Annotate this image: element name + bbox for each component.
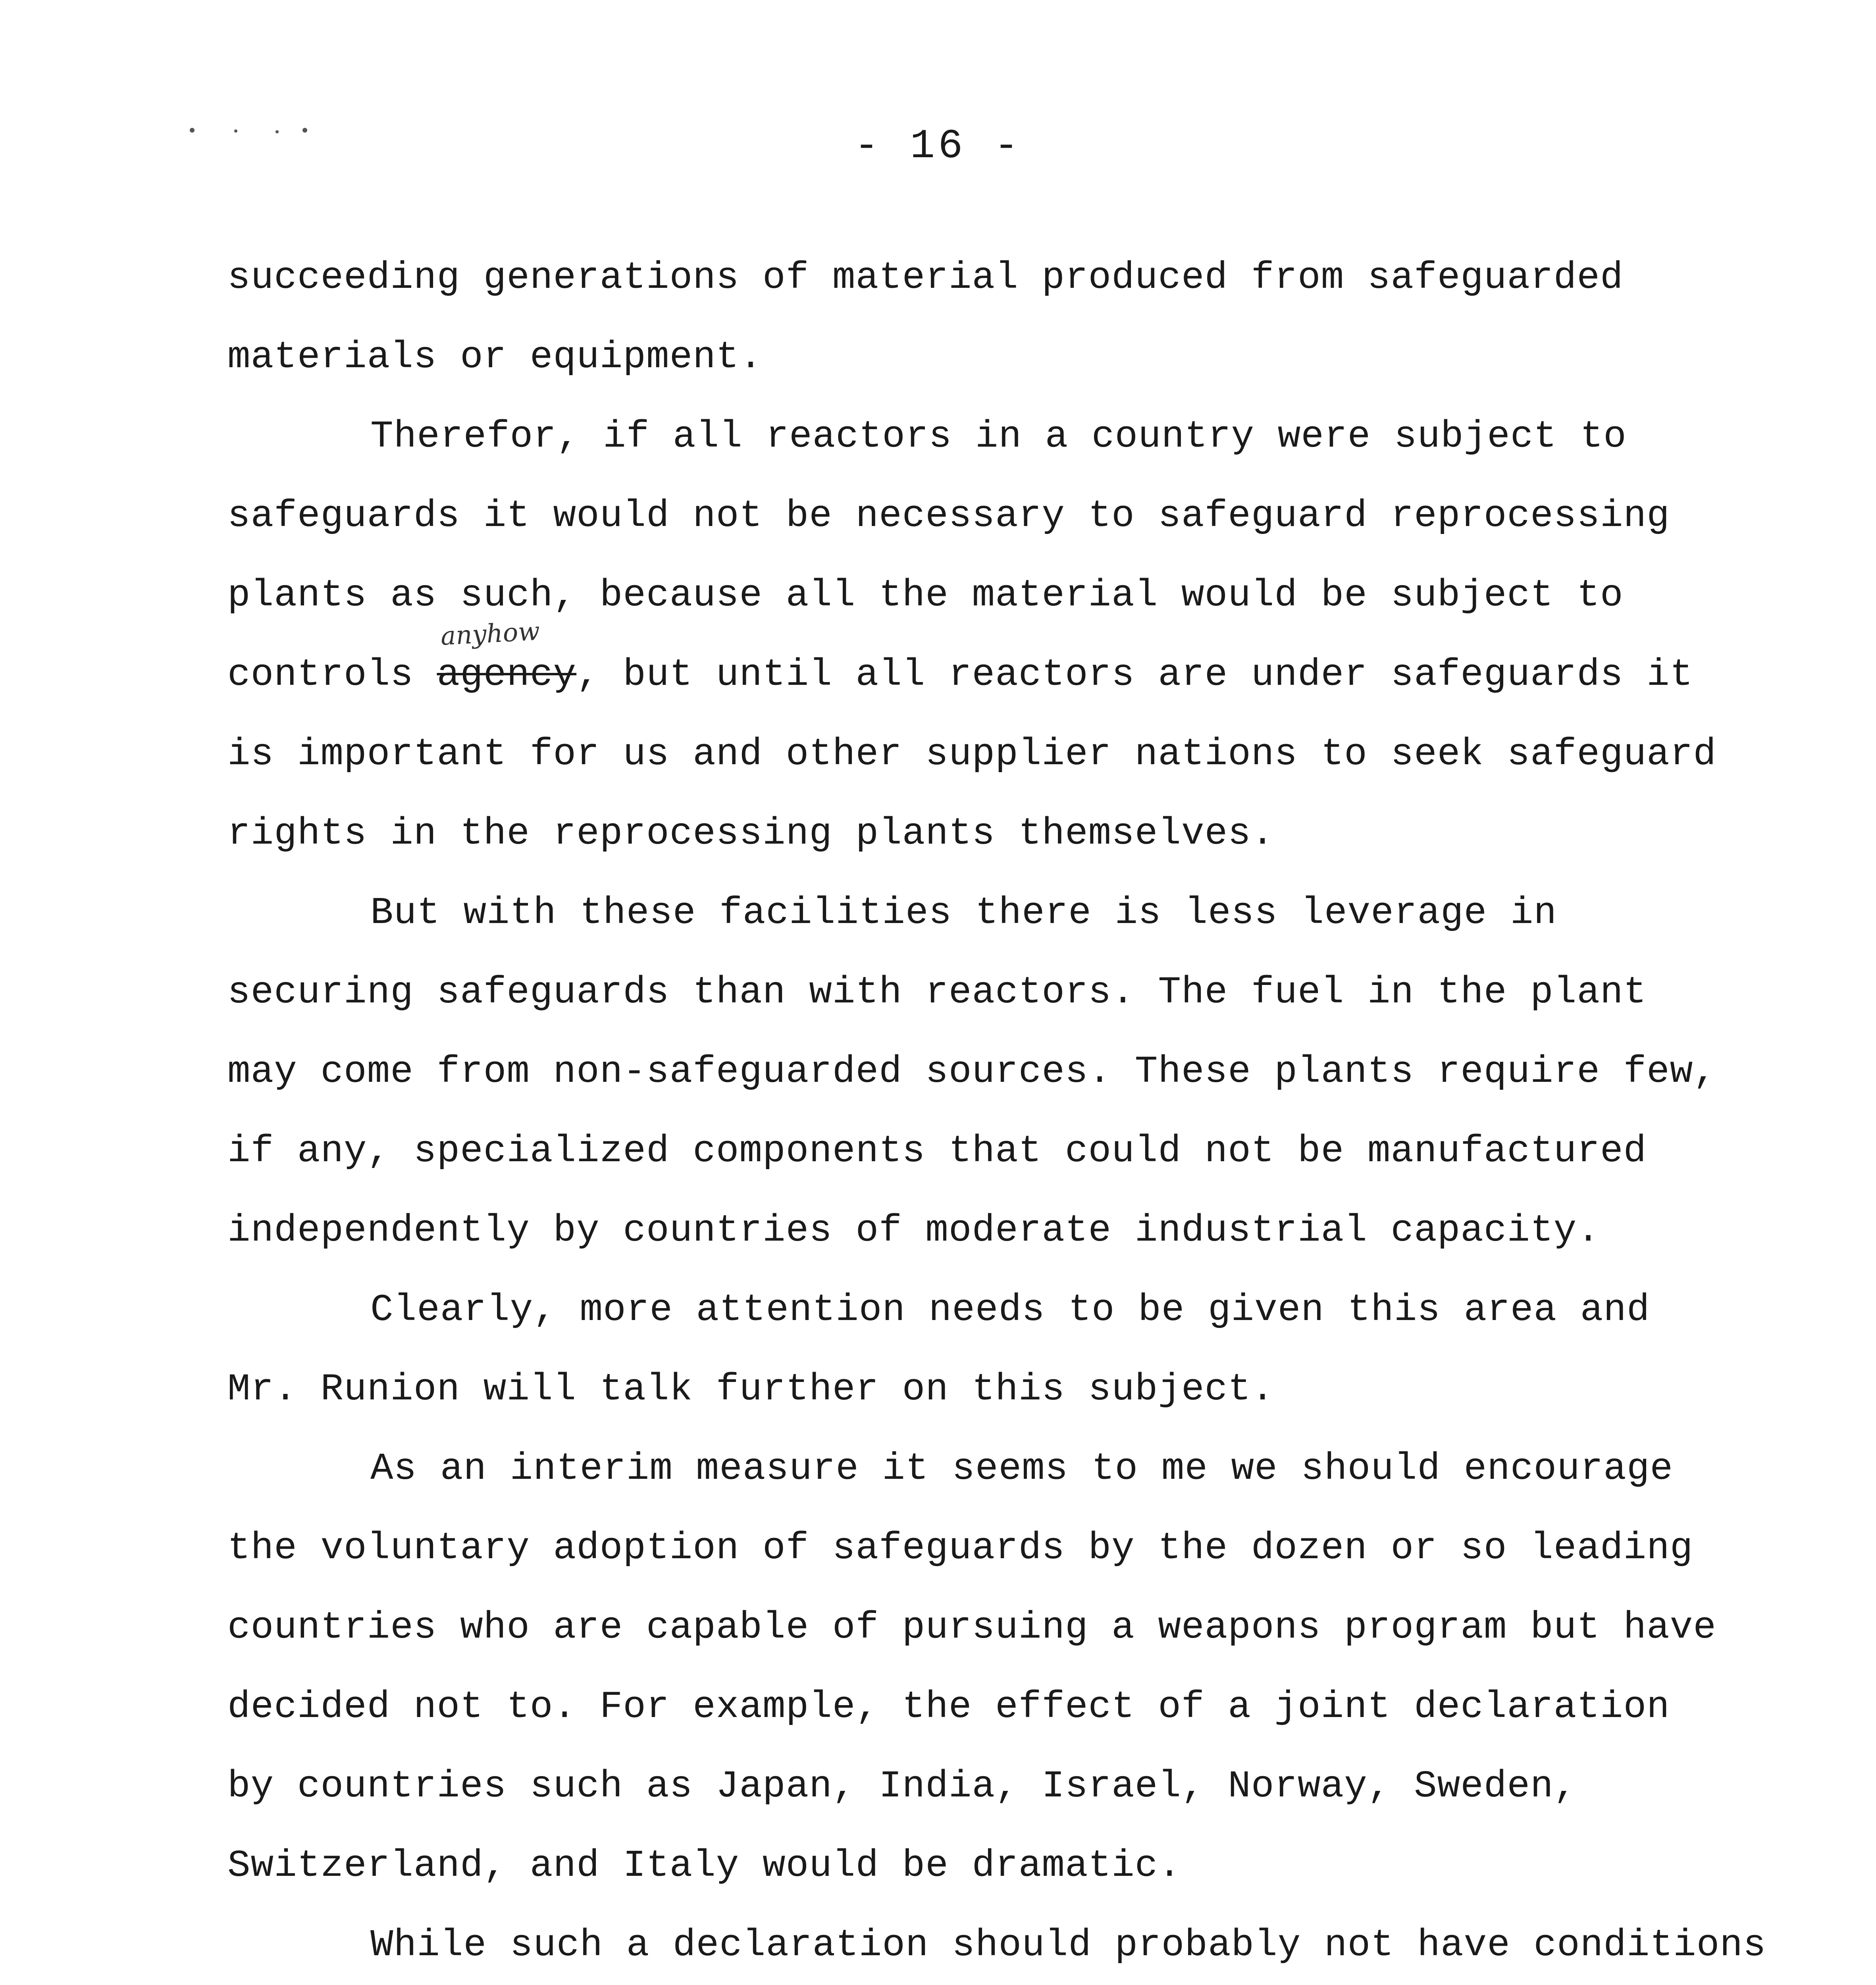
- handwritten-insertion: anyhow: [440, 617, 541, 651]
- paragraph: [227, 1429, 1815, 1906]
- body-text: [227, 238, 1815, 1985]
- text-line: safeguards it would not be necessary to safeguard reprocessing: [227, 494, 1670, 538]
- text-line: rights in the reprocessing plants themselves.: [227, 812, 1275, 855]
- text-line: plants as such, because all the material would be subject to: [227, 574, 1624, 617]
- text-line: countries who are capable of pursuing a weapons program but have: [227, 1606, 1716, 1649]
- text-line: may come from non-safeguarded sources. These plants require few,: [227, 1050, 1716, 1093]
- text-line: While such a declaration should probably not have conditions: [370, 1923, 1766, 1967]
- text-line: As an interim measure it seems to me we should encourage: [370, 1447, 1674, 1490]
- controls-before: controls: [227, 653, 437, 696]
- text-line: decided not to. For example, the effect of a joint declaration: [227, 1685, 1670, 1729]
- text-line-with-correction: [227, 635, 1815, 715]
- text-line: is important for us and other supplier nations to seek safeguard: [227, 732, 1716, 776]
- text-line: the voluntary adoption of safeguards by the dozen or so leading: [227, 1526, 1693, 1570]
- text-line: But with these facilities there is less leverage in: [370, 891, 1557, 935]
- paragraph: [227, 397, 1815, 873]
- text-line: Mr. Runion will talk further on this subject.: [227, 1368, 1275, 1411]
- paragraph: [227, 1270, 1815, 1429]
- text-line: Clearly, more attention needs to be given this area and: [370, 1288, 1650, 1332]
- paragraph: [227, 238, 1815, 397]
- text-line: by countries such as Japan, India, Israel, Norway, Sweden,: [227, 1765, 1577, 1808]
- text-line: Switzerland, and Italy would be dramatic.: [227, 1844, 1181, 1887]
- text-line: materials or equipment.: [227, 335, 763, 379]
- text-line: securing safeguards than with reactors. The fuel in the plant: [227, 971, 1647, 1014]
- text-line: if any, specialized components that could not be manufactured: [227, 1129, 1647, 1173]
- page-number: - 16 -: [854, 123, 1022, 170]
- paragraph: [227, 1906, 1815, 1985]
- text-line: Therefor, if all reactors in a country were subject to: [370, 415, 1627, 458]
- text-line: succeeding generations of material produced from safeguarded: [227, 256, 1624, 299]
- text-line: independently by countries of moderate industrial capacity.: [227, 1209, 1600, 1252]
- paragraph: [227, 873, 1815, 1270]
- controls-after: , but until all reactors are under safeguards it: [576, 653, 1693, 696]
- struck-word: agency: [437, 653, 577, 696]
